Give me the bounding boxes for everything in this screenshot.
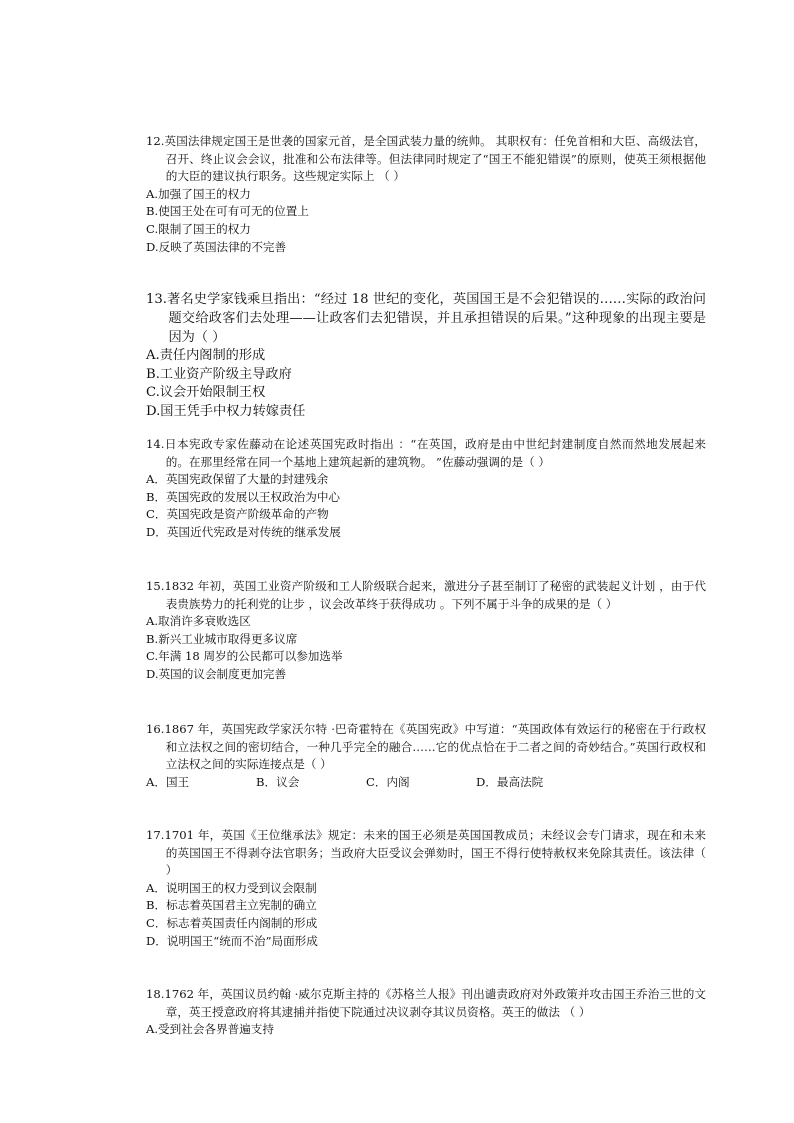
option-b: B.使国王处在可有可无的位置上: [146, 204, 309, 219]
option-b: B．议会: [256, 774, 300, 789]
question-15: [146, 578, 706, 684]
option-c: C.议会开始限制王权: [146, 385, 266, 401]
option-d: D．说明国王“统而不治”局面形成: [146, 933, 318, 948]
option-b: B.新兴工业城市取得更多议席: [146, 631, 298, 646]
option-b: B．标志着英国君主立宪制的确立: [146, 898, 317, 913]
question-18: [146, 986, 706, 1039]
option-a: A.加强了国王的权力: [146, 186, 251, 201]
question-stem: 14.日本宪政专家佐藤动在论述英国宪政时指出 ：“在英国，政府是由中世纪封建制度自然而然地发展起来的。在那里经常在同一个基地上建筑起新的建筑物。 ”佐藤动强调的是（ ）: [146, 437, 706, 469]
option-d: D.英国的议会制度更加完善: [146, 666, 287, 681]
question-stem: 12.英国法律规定国王是世袭的国家元首，是全国武装力量的统帅。 其职权有：任免首相和大臣、高级法官，召开、终止议会会议，批准和公布法律等。但法律同时规定了“国王不能犯错误”的原则，使英王须根据他的大臣的建议执行职务。这些规定实际上 （ ）: [146, 134, 706, 184]
option-a: A．英国宪政保留了大量的封建残余: [146, 472, 329, 487]
option-c: C.年满 18 周岁的公民都可以参加选举: [146, 649, 343, 664]
option-c: C．标志着英国责任内阁制的形成: [146, 915, 318, 930]
option-d: D．英国近代宪政是对传统的继承发展: [146, 524, 341, 539]
question-stem: 13.著名史学家钱乘旦指出：“经过 18 世纪的变化，英国国王是不会犯错误的……实际的政治问题交给政客们去处理——让政客们去犯错误，并且承担错误的后果。”这种现象的出现主要是因为（ ）: [146, 292, 706, 345]
option-a: A.责任内阁制的形成: [146, 348, 266, 363]
question-stem: 15.1832 年初，英国工业资产阶级和工人阶级联合起来，激进分子甚至制订了秘密的武装起义计划 ，由于代表贵族势力的托利党的让步 ，议会改革终于获得成功 。下列不属于斗争的成果的是（ ）: [146, 579, 706, 611]
option-b: B.工业资产阶级主导政府: [146, 366, 292, 382]
option-b: B．英国宪政的发展以王权政治为中心: [146, 489, 341, 504]
option-d: D.国王凭手中权力转嫁责任: [146, 403, 306, 419]
option-d: D．最高法院: [476, 774, 544, 789]
option-c: C．内阁: [366, 774, 410, 789]
option-a: A．说明国王的权力受到议会限制: [146, 880, 317, 895]
option-c: C．英国宪政是资产阶级革命的产物: [146, 507, 329, 522]
question-14: [146, 436, 706, 542]
options-row: [146, 774, 706, 792]
option-a: A.受到社会各界普遍支持: [146, 1022, 274, 1037]
question-16: [146, 721, 706, 791]
question-12: [146, 133, 706, 256]
option-d: D.反映了英国法律的不完善: [146, 239, 287, 254]
question-stem: 17.1701 年，英国《王位继承法》规定：未来的国王必须是英国国教成员；未经议会专门请求，现在和未来的英国国王不得剥夺法官职务；当政府大臣受议会弹劾时，国王不得行使特赦权来免除其责任。该法律（ ）: [146, 828, 706, 878]
option-a: A．国王: [146, 774, 190, 789]
question-17: [146, 827, 706, 950]
question-stem: 18.1762 年，英国议员约翰 ·威尔克斯主持的《苏格兰人报》刊出谴责政府对外政策并攻击国王乔治三世的文章，英王授意政府将其逮捕并指使下院通过决议剥夺其议员资格。英王的做法 （ ）: [146, 987, 706, 1019]
question-13: [146, 290, 706, 421]
option-c: C.限制了国王的权力: [146, 221, 251, 236]
option-a: A.取消许多衰败选区: [146, 614, 251, 629]
question-stem: 16.1867 年，英国宪政学家沃尔特 ·巴奇霍特在《英国宪政》中写道：“英国政体有效运行的秘密在于行政权和立法权之间的密切结合，一种几乎完全的融合……它的优点恰在于二者之间的奇妙结合。”英国行政权和立法权之间的实际连接点是（ ）: [146, 722, 706, 772]
